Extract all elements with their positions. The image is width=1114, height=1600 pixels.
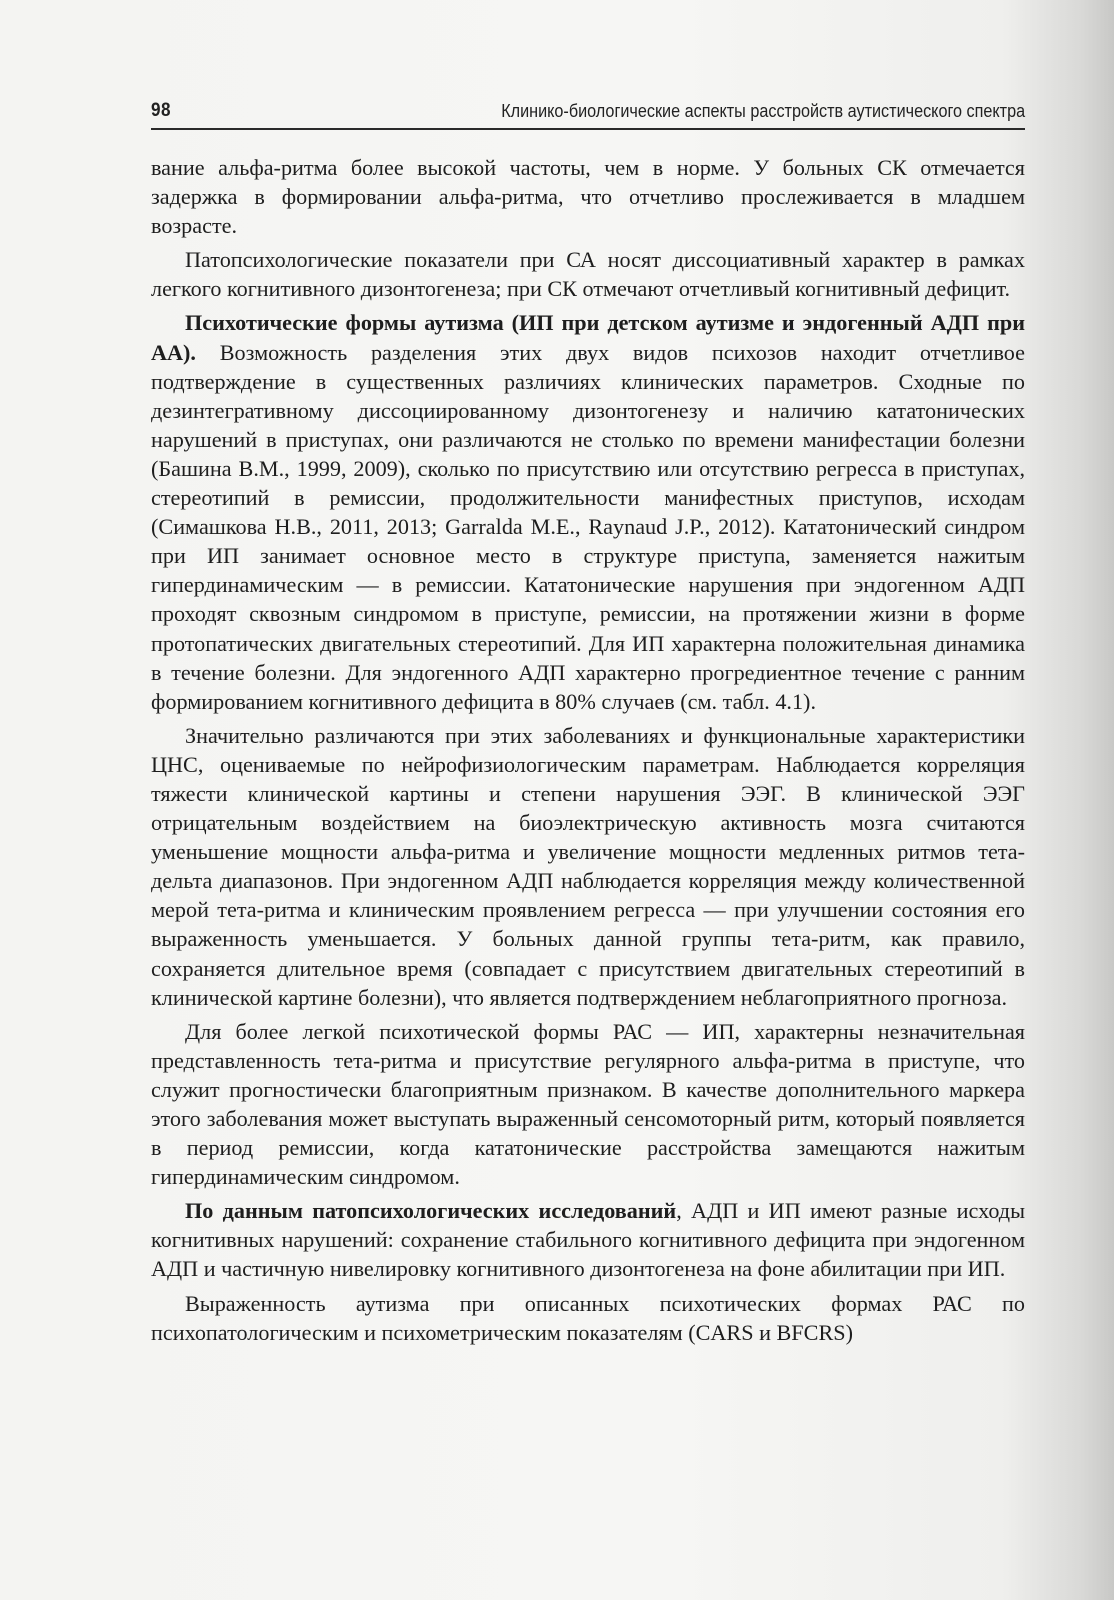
paragraph-6-text: , АДП и ИП имеют разные исходы когнитивных нарушений: сохранение стабильного когнитивного дефицита при эндогенном АДП и частичную нивелировку когнитивного дизонтогенеза на фоне абилитации при ИП. [151,1198,1025,1282]
paragraph-3 [151,308,1025,715]
paragraph-4-text: Значительно различаются при этих заболеваниях и функциональные характеристики ЦНС, оцениваемые по нейрофизиологическим параметрам. Наблюдается корреляция тяжести клинической картины и степени нарушения ЭЭГ. В клинической ЭЭГ отрицательным воздействием на биоэлектрическую активность мозга считаются уменьшение мощности альфа-ритма и увеличение мощности медленных ритмов тета-дельта диапазонов. При эндогенном АДП наблюдается корреляция между количественной мерой тета-ритма и клиническим проявлением регресса — при улучшении состояния его выраженность уменьшается. У больных данной группы тета-ритм, как правило, сохраняется длительное время (совпадает с присутствием двигательных стереотипий в клинической картине болезни), что является подтверждением неблагоприятного прогноза. [151,722,1025,1010]
paragraph-3-lead: Психотические формы аутизма (ИП при детском аутизме и эндогенный АДП при АА). [151,310,1025,365]
paragraph-1 [151,153,1025,240]
running-title: Клинико-биологические аспекты расстройств аутистического спектра [501,101,1025,121]
paragraph-3-text: Возможность разделения этих двух видов психозов находит отчетливое подтверждение в существенных различиях клинических параметров. Сходные по дезинтегративному диссоциированному дизонтогенезу и наличию кататонических нарушений в приступах, они различаются не столько по времени манифестации болезни (Башина В.М., 1999, 2009), сколько по присутствию или отсутствию регресса в приступах, стереотипий в ремиссии, продолжительности манифестных приступов, исходам (Симашкова Н.В., 2011, 2013; Garralda M.E., Raynaud J.P., 2012). Кататонический синдром при ИП занимает основное место в структуре приступа, заменяется нажитым гипердинамическим — в ремиссии. Кататонические нарушения при эндогенном АДП проходят сквозным синдромом в приступе, ремиссии, на протяжении жизни в форме протопатических двигательных стереотипий. Для ИП характерна положительная динамика в течение болезни. Для эндогенного АДП характерно прогредиентное течение с ранним формированием когнитивного дефицита в 80% случаев (см. табл. 4.1). [151,339,1025,714]
page-number: 98 [151,100,171,121]
running-header [151,96,1025,130]
paragraph-6-lead: По данным патопсихологических исследований [185,1198,677,1224]
paragraph-6 [151,1196,1025,1283]
body-text [151,153,1025,1352]
paragraph-2 [151,245,1025,303]
paragraph-5 [151,1017,1025,1192]
paragraph-7 [151,1289,1025,1347]
paragraph-2-text: Патопсихологические показатели при СА носят диссоциативный характер в рамках легкого когнитивного дизонтогенеза; при СК отмечают отчетливый когнитивный дефицит. [151,247,1025,302]
paragraph-4 [151,721,1025,1012]
paragraph-1-text: вание альфа-ритма более высокой частоты, чем в норме. У больных СК отмечается задержка в формировании альфа-ритма, что отчетливо прослеживается в младшем возрасте. [151,155,1025,239]
paragraph-7-text: Выраженность аутизма при описанных психотических формах РАС по психопатологическим и психометрическим показателям (CARS и BFCRS) [151,1290,1025,1345]
paragraph-5-text: Для более легкой психотической формы РАС — ИП, характерны незначительная представленность тета-ритма и присутствие регулярного альфа-ритма в приступе, что служит прогностически благоприятным признаком. В качестве дополнительного маркера этого заболевания может выступать выраженный сенсомоторный ритм, который появляется в период ремиссии, когда кататонические расстройства замещаются нажитым гипердинамическим синдромом. [151,1018,1025,1190]
